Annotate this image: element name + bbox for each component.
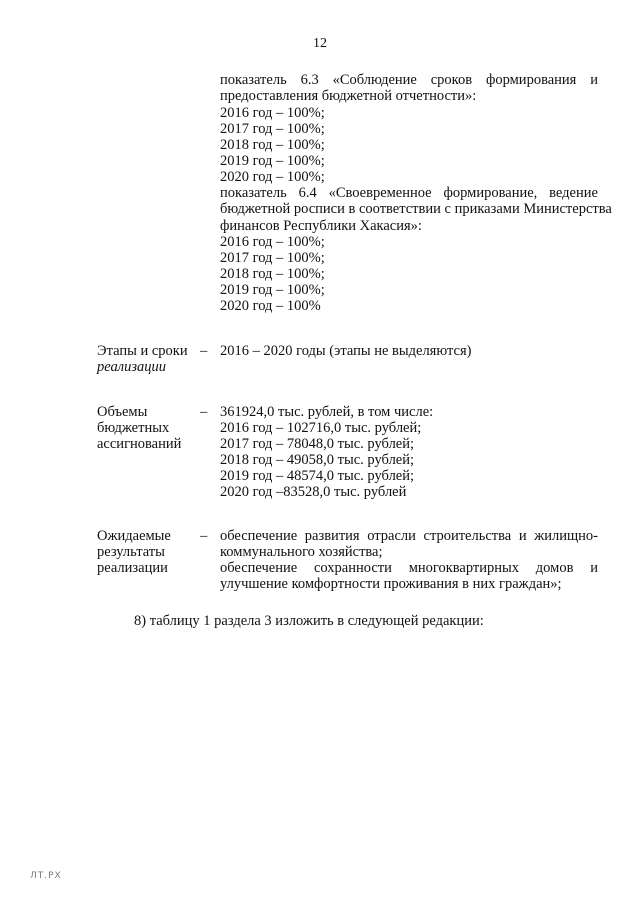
results-label: реализации <box>97 560 168 576</box>
results-label: результаты <box>97 544 165 560</box>
stages-dash: – <box>200 343 208 359</box>
indicator-6-4-line3: финансов Республики Хакасия»: <box>220 218 422 234</box>
stages-label: Этапы и сроки <box>97 343 188 359</box>
year-line: 2018 год – 100%; <box>220 266 325 282</box>
footer-code: ЛТ.РХ <box>30 871 62 881</box>
word: показатель <box>220 185 287 201</box>
year-line: 2016 год – 100%; <box>220 105 325 121</box>
word: формирование, <box>443 185 538 201</box>
indicator-6-3-line1 <box>220 72 598 88</box>
word: развития <box>304 528 360 544</box>
budget-label: бюджетных <box>97 420 170 436</box>
budget-total: 361924,0 тыс. рублей, в том числе: <box>220 404 434 420</box>
item-8-paragraph: 8) таблицу 1 раздела 3 изложить в следующей редакции: <box>134 613 484 629</box>
budget-label: Объемы <box>97 404 148 420</box>
word: «Своевременное <box>328 185 432 201</box>
word: отрасли <box>367 528 416 544</box>
word: строительства <box>423 528 512 544</box>
indicator-6-4-line1 <box>220 185 598 201</box>
result-1-line1 <box>220 528 598 544</box>
word: многоквартирных <box>408 560 520 576</box>
word: и <box>590 72 598 88</box>
word: 6.3 <box>300 72 319 88</box>
word: формирования <box>485 72 577 88</box>
word: обеспечение <box>220 528 298 544</box>
word: домов <box>535 560 574 576</box>
indicator-6-4-line2: бюджетной росписи в соответствии с приказами Министерства <box>220 201 612 217</box>
budget-label: ассигнований <box>97 436 182 452</box>
word: сохранности <box>313 560 392 576</box>
budget-year: 2020 год –83528,0 тыс. рублей <box>220 484 407 500</box>
word: и <box>518 528 527 544</box>
year-line: 2019 год – 100%; <box>220 153 325 169</box>
word: обеспечение <box>220 560 298 576</box>
year-line: 2017 год – 100%; <box>220 250 325 266</box>
page-number: 12 <box>313 36 327 51</box>
word: «Соблюдение <box>332 72 417 88</box>
word: и <box>590 560 598 576</box>
result-1-line2: коммунального хозяйства; <box>220 544 383 560</box>
budget-year: 2016 год – 102716,0 тыс. рублей; <box>220 420 422 436</box>
year-line: 2018 год – 100%; <box>220 137 325 153</box>
year-line: 2017 год – 100%; <box>220 121 325 137</box>
budget-dash: – <box>200 404 208 420</box>
year-line: 2020 год – 100%; <box>220 169 325 185</box>
budget-year: 2019 год – 48574,0 тыс. рублей; <box>220 468 415 484</box>
word: 6.4 <box>298 185 317 201</box>
word: показатель <box>220 72 287 88</box>
results-label: Ожидаемые <box>97 528 171 544</box>
budget-year: 2017 год – 78048,0 тыс. рублей; <box>220 436 415 452</box>
word: сроков <box>430 72 473 88</box>
result-2-line2: улучшение комфортности проживания в них граждан»; <box>220 576 562 592</box>
stages-label: реализации <box>97 359 166 375</box>
result-2-line1 <box>220 560 598 576</box>
indicator-6-3-line2: предоставления бюджетной отчетности»: <box>220 88 477 104</box>
year-line: 2019 год – 100%; <box>220 282 325 298</box>
results-dash: – <box>200 528 208 544</box>
stages-value: 2016 – 2020 годы (этапы не выделяются) <box>220 343 472 359</box>
budget-year: 2018 год – 49058,0 тыс. рублей; <box>220 452 415 468</box>
year-line: 2020 год – 100% <box>220 298 321 314</box>
word: ведение <box>549 185 598 201</box>
word: жилищно- <box>534 528 598 544</box>
year-line: 2016 год – 100%; <box>220 234 325 250</box>
